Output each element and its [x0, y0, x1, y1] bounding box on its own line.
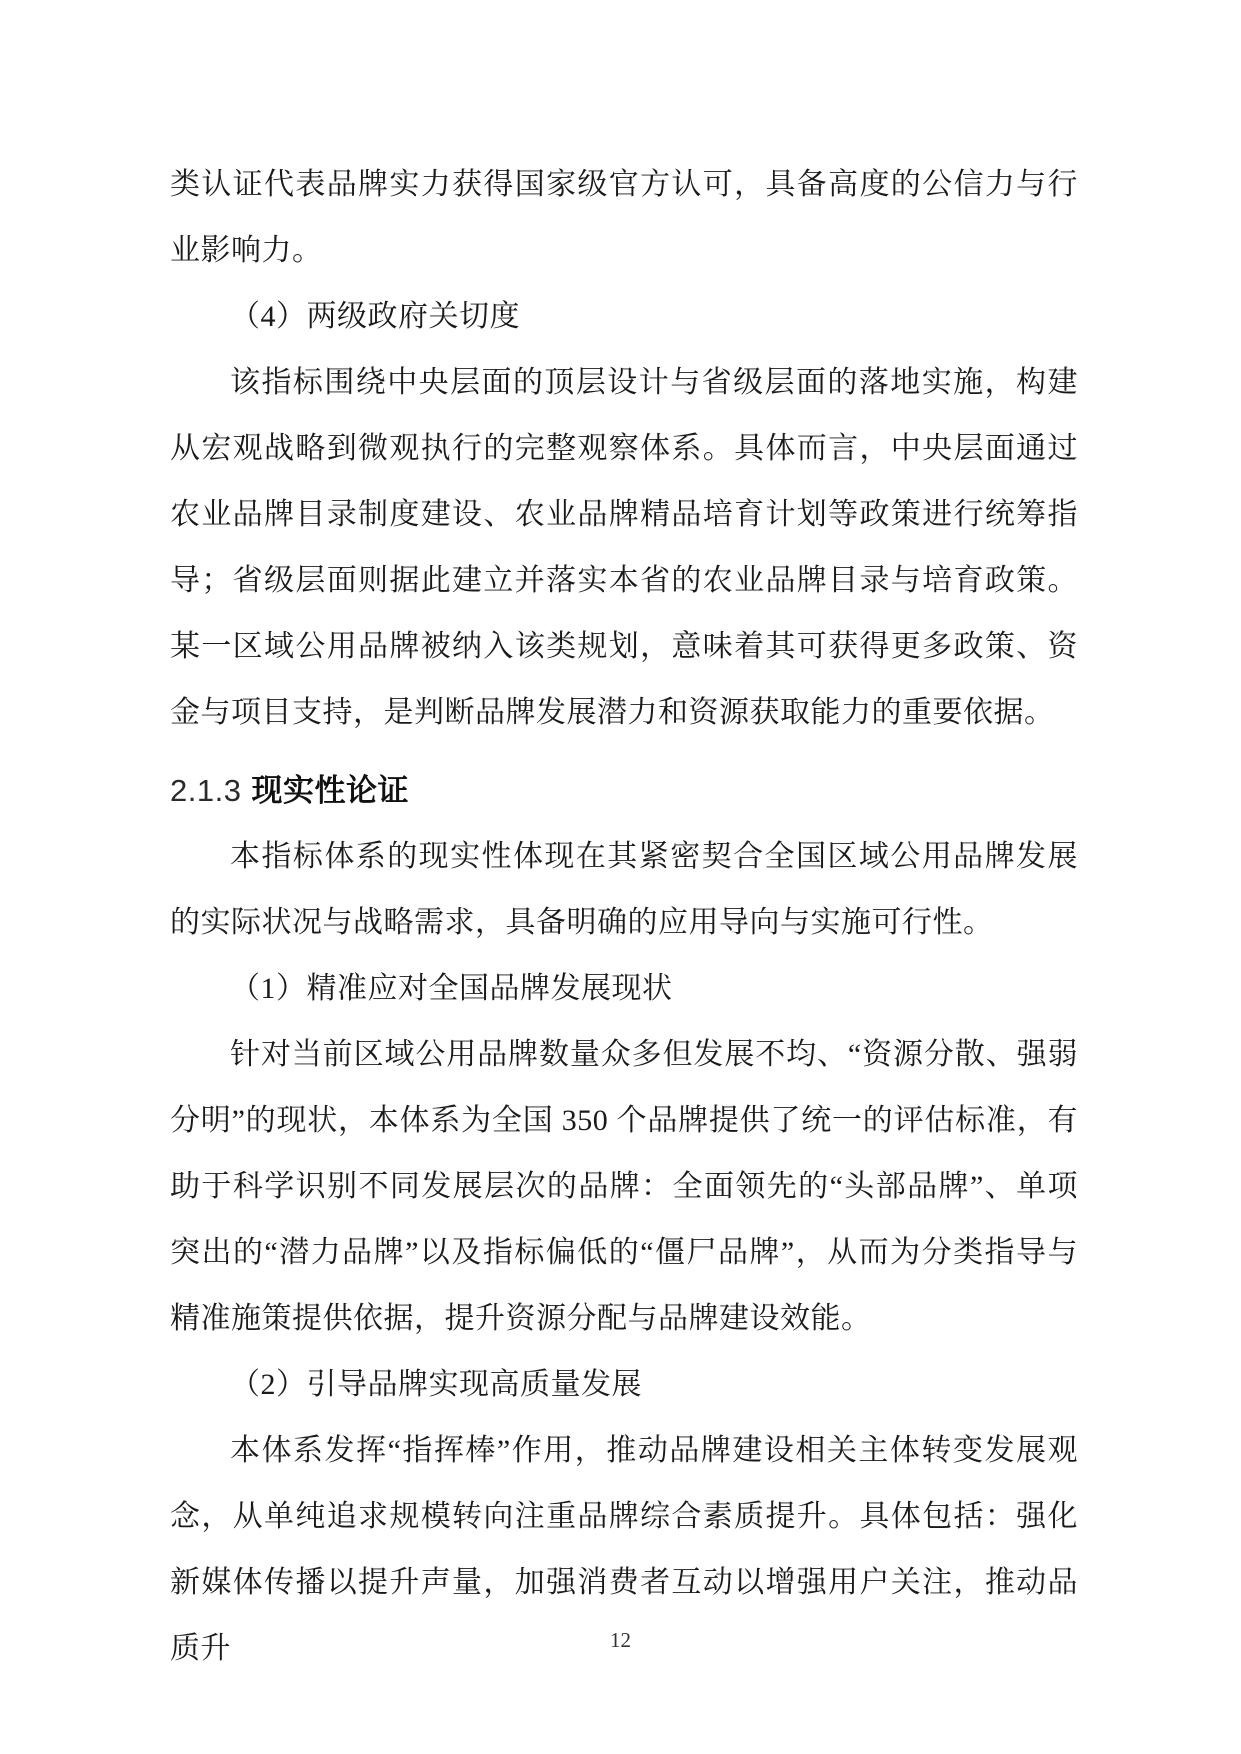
section-heading-title: 现实性论证 — [251, 773, 409, 808]
subheading-item-1: （1）精准应对全国品牌发展现状 — [230, 972, 673, 1005]
section-heading-number: 2.1.3 — [170, 773, 242, 808]
subheading-item-4: （4）两级政府关切度 — [230, 300, 520, 333]
paragraph-certification-continuation: 类认证代表品牌实力获得国家级官方认可，具备高度的公信力与行业影响力。 — [170, 168, 1078, 267]
paragraph-point-2: 本体系发挥“指挥棒”作用，推动品牌建设相关主体转变发展观念，从单纯追求规模转向注重品牌综合素质提升。具体包括：强化新媒体传播以提升声量，加强消费者互动以增强用户关注，推动品质升 — [170, 1434, 1078, 1665]
paragraph-reality-intro: 本指标体系的现实性体现在其紧密契合全国区域公用品牌发展的实际状况与战略需求，具备明确的应用导向与实施可行性。 — [170, 840, 1078, 939]
paragraph-government-levels: 该指标围绕中央层面的顶层设计与省级层面的落地实施，构建从宏观战略到微观执行的完整观察体系。具体而言，中央层面通过农业品牌目录制度建设、农业品牌精品培育计划等政策进行统筹指导；省级层面则据此建立并落实本省的农业品牌目录与培育政策。某一区域公用品牌被纳入该类规划，意味着其可获得更多政策、资金与项目支持，是判断品牌发展潜力和资源获取能力的重要依据。 — [170, 366, 1078, 729]
page-number: 12 — [610, 1628, 631, 1652]
section-heading-2-1-3 — [170, 758, 1078, 824]
subheading-item-2: （2）引导品牌实现高质量发展 — [230, 1368, 642, 1401]
paragraph-point-1: 针对当前区域公用品牌数量众多但发展不均、“资源分散、强弱分明”的现状，本体系为全国 350 个品牌提供了统一的评估标准，有助于科学识别不同发展层次的品牌：全面领先的“头部品牌”、单项突出的“潜力品牌”以及指标偏低的“僵尸品牌”，从而为分类指导与精准施策提供依据，提升资源分配与品牌建设效能。 — [170, 1038, 1078, 1335]
